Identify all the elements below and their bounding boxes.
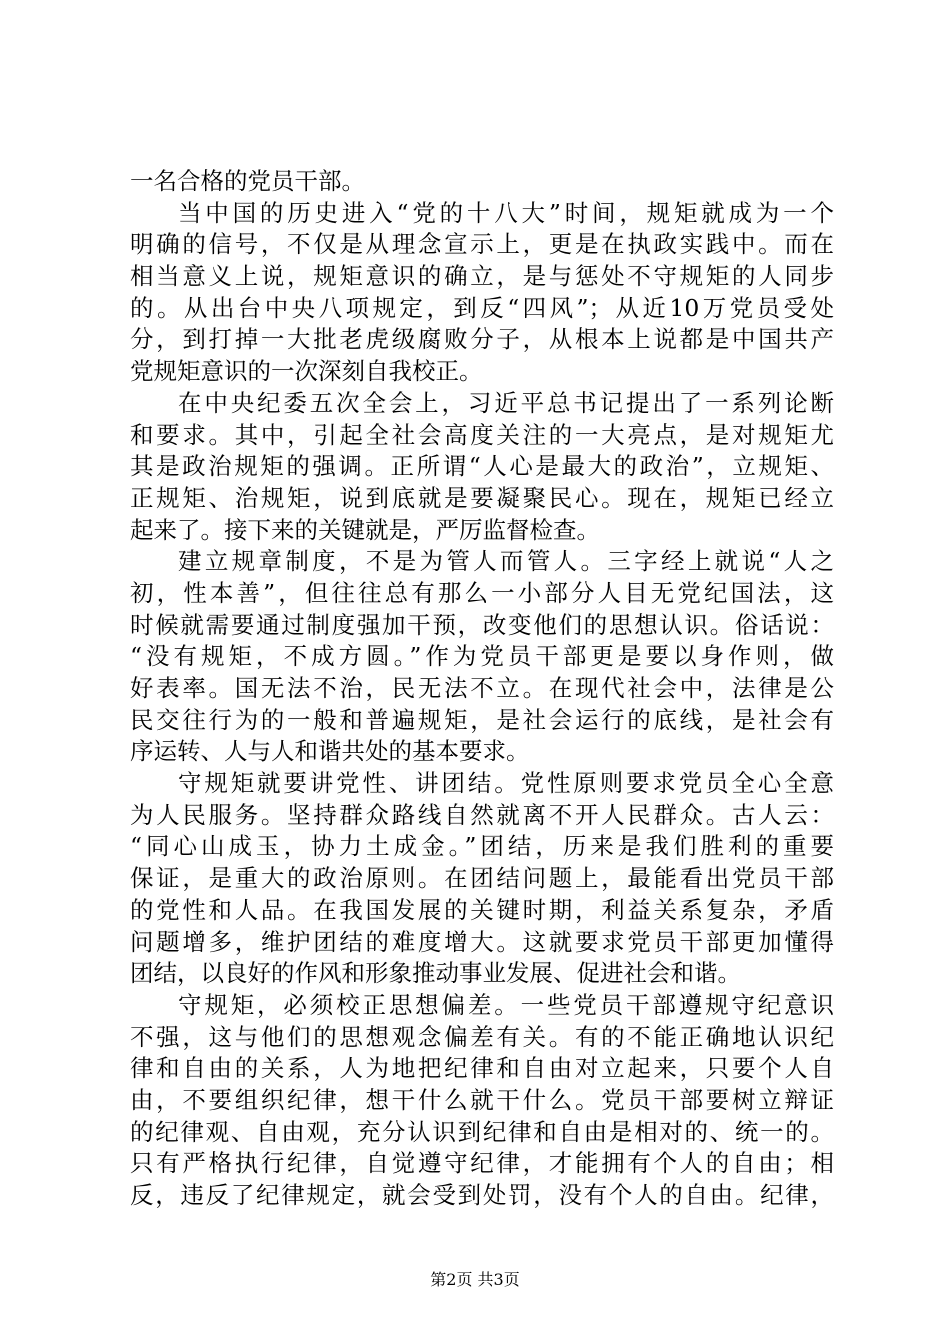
text-line: 分，到打掉一大批老虎级腐败分子，从根本上说都是中国共产 — [130, 325, 834, 354]
text-line: 的纪律观、自由观，充分认识到纪律和自由是相对的、统一的。 — [130, 1117, 834, 1146]
text-line: 和要求。其中，引起全社会高度关注的一大亮点，是对规矩尤 — [130, 420, 834, 449]
body-text — [130, 166, 834, 1212]
text-line: 由，不要组织纪律，想干什么就干什么。党员干部要树立辩证 — [130, 1085, 834, 1114]
text-line: “同心山成玉，协力土成金。”团结，历来是我们胜利的重要 — [130, 832, 834, 861]
text-line: 建立规章制度，不是为管人而管人。三字经上就说“人之 — [178, 547, 834, 576]
text-line: 党规矩意识的一次深刻自我校正。 — [130, 357, 483, 386]
text-line: 的。从出台中央八项规定，到反“四风”；从近10万党员受处 — [130, 293, 834, 322]
paragraph — [130, 990, 834, 1212]
text-line: 守规矩就要讲党性、讲团结。党性原则要求党员全心全意 — [178, 769, 834, 798]
text-line: 相当意义上说，规矩意识的确立，是与惩处不守规矩的人同步 — [130, 262, 834, 291]
paragraph — [130, 546, 834, 768]
text-line: 守规矩，必须校正思想偏差。一些党员干部遵规守纪意识 — [178, 990, 834, 1019]
page-footer: 第2页 共3页 — [430, 1270, 520, 1289]
text-line: 序运转、人与人和谐共处的基本要求。 — [130, 737, 530, 766]
text-line: 反，违反了纪律规定，就会受到处罚，没有个人的自由。纪律， — [130, 1181, 834, 1209]
text-line: 不强，这与他们的思想观念偏差有关。有的不能正确地认识纪 — [130, 1022, 834, 1051]
text-line: 问题增多，维护团结的难度增大。这就要求党员干部更加懂得 — [130, 927, 834, 956]
text-line: 团结，以良好的作风和形象推动事业发展、促进社会和谐。 — [130, 959, 741, 988]
text-line: 起来了。接下来的关键就是，严厉监督检查。 — [130, 515, 600, 544]
text-line: 好表率。国无法不治，民无法不立。在现代社会中，法律是公 — [130, 674, 834, 702]
text-line: 其是政治规矩的强调。正所谓“人心是最大的政治”，立规矩、 — [130, 452, 834, 481]
paragraph — [130, 388, 834, 546]
text-line: 正规矩、治规矩，说到底就是要凝聚民心。现在，规矩已经立 — [130, 483, 834, 512]
text-line: 明确的信号，不仅是从理念宣示上，更是在执政实践中。而在 — [130, 230, 834, 259]
text-line: 当中国的历史进入“党的十八大”时间，规矩就成为一个 — [178, 198, 834, 227]
text-line: 只有严格执行纪律，自觉遵守纪律，才能拥有个人的自由；相 — [130, 1149, 834, 1178]
text-line: 时候就需要通过制度强加干预，改变他们的思想认识。俗话说： — [130, 610, 834, 639]
paragraph — [130, 768, 834, 990]
paragraph — [130, 198, 834, 388]
text-line: “没有规矩，不成方圆。”作为党员干部更是要以身作则，做 — [130, 642, 834, 671]
text-line: 民交往行为的一般和普遍规矩，是社会运行的底线，是社会有 — [130, 705, 834, 734]
text-line: 律和自由的关系，人为地把纪律和自由对立起来，只要个人自 — [130, 1054, 834, 1083]
text-line: 保证，是重大的政治原则。在团结问题上，最能看出党员干部 — [130, 864, 834, 893]
text-line: 的党性和人品。在我国发展的关键时期，利益关系复杂，矛盾 — [130, 895, 834, 924]
text-line: 初，性本善”，但往往总有那么一小部分人目无党纪国法，这 — [130, 578, 834, 607]
text-line: 在中央纪委五次全会上，习近平总书记提出了一系列论断 — [178, 388, 834, 417]
text-line: 为人民服务。坚持群众路线自然就离不开人民群众。古人云： — [130, 800, 834, 829]
text-line: 一名合格的党员干部。 — [130, 167, 365, 195]
paragraph — [130, 166, 834, 198]
